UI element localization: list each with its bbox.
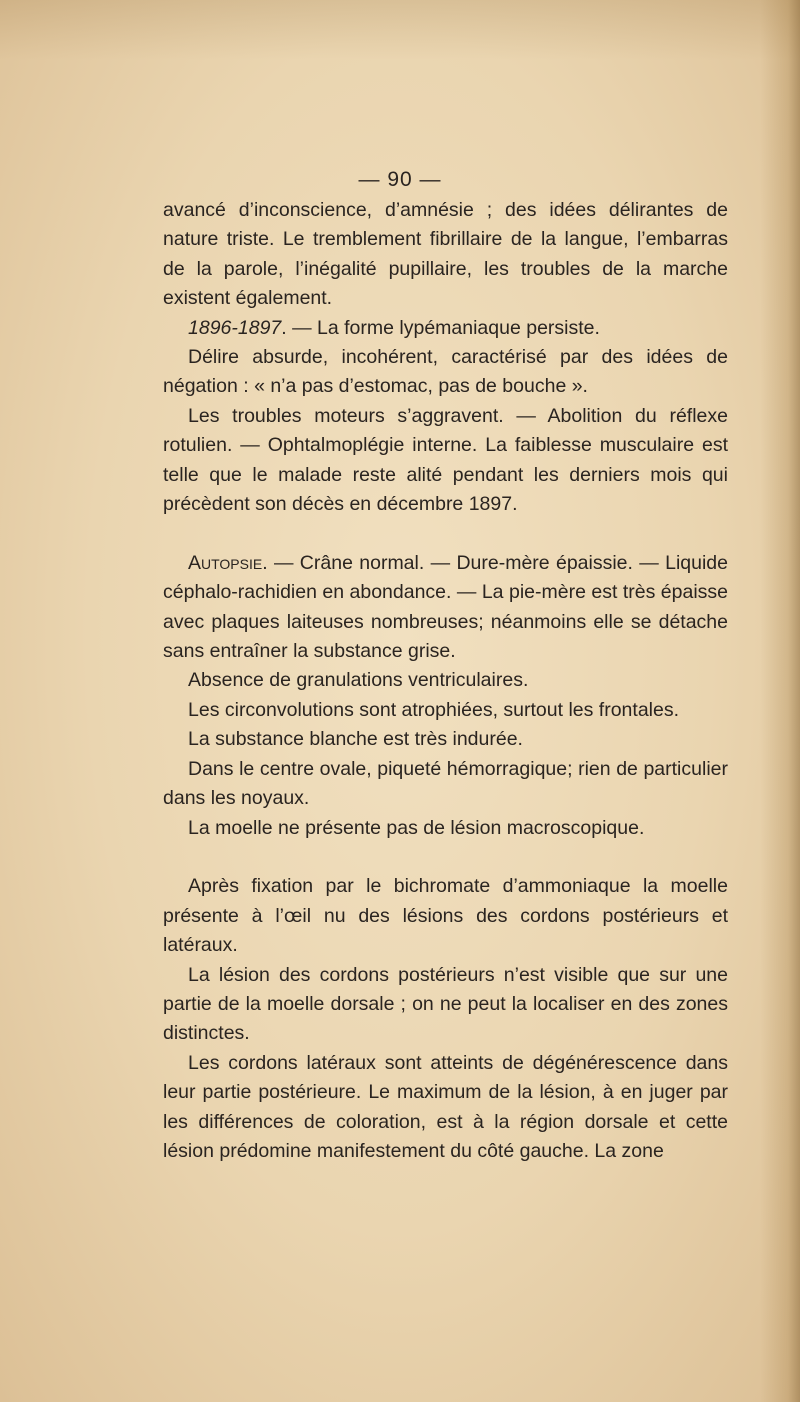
paragraph: La lésion des cordons postérieurs n’est visible que sur une partie de la moelle dorsale ; on ne peut la localiser en des zones distinctes. [163, 963, 728, 1045]
page-binding-shadow [760, 0, 800, 1402]
date-heading: 1896-1897 [188, 316, 282, 339]
paragraph: La substance blanche est très indurée. [188, 728, 523, 751]
body-text [163, 196, 728, 1166]
paragraph-text: . — La forme lypémaniaque persiste. [281, 316, 600, 339]
paragraph: La moelle ne présente pas de lésion macroscopique. [188, 816, 645, 839]
page-number: — 90 — [358, 168, 442, 191]
paragraph [163, 549, 728, 667]
paragraph [163, 314, 728, 343]
paragraph: Les troubles moteurs s’aggravent. — Abolition du réflexe rotulien. — Ophtalmoplégie interne. La faiblesse musculaire est telle que le malade reste alité pendant les derniers mois qui précèdent son décès en décembre 1897. [163, 404, 728, 516]
page-shadow-top [0, 0, 800, 60]
paragraph: Après fixation par le bichromate d’ammoniaque la moelle présente à l’œil nu des lésions des cordons postérieurs et latéraux. [163, 875, 728, 957]
paragraph: Dans le centre ovale, piqueté hémorragique; rien de particulier dans les noyaux. [163, 757, 728, 810]
paragraph: Absence de granulations ventriculaires. [188, 669, 529, 692]
paragraph: Les cordons latéraux sont atteints de dégénérescence dans leur partie postérieure. Le maximum de la lésion, à en juger par les différences de coloration, est à la région dorsale et cette lésion prédomine manifestement du côté gauche. La zone [163, 1051, 728, 1162]
paragraph: Délire absurde, incohérent, caractérisé par des idées de négation : « n’a pas d’estomac, pas de bouche ». [163, 346, 728, 398]
paragraph: avancé d’inconscience, d’amnésie ; des idées délirantes de nature triste. Le tremblement fibrillaire de la langue, l’embarras de la parole, l’inégalité pupillaire, les troubles de la marche existent également. [163, 199, 728, 310]
paragraph: Les circonvolutions sont atrophiées, surtout les frontales. [188, 698, 680, 721]
paragraph-text: . — Crâne normal. — Dure-mère épaissie. — Liquide céphalo-rachidien en abondance. — La pie-mère est très épaisse avec plaques laiteuses nombreuses; néanmoins elle se détache sans entraîner la substance grise. [163, 551, 728, 663]
section-lead: Autopsie [188, 551, 263, 574]
